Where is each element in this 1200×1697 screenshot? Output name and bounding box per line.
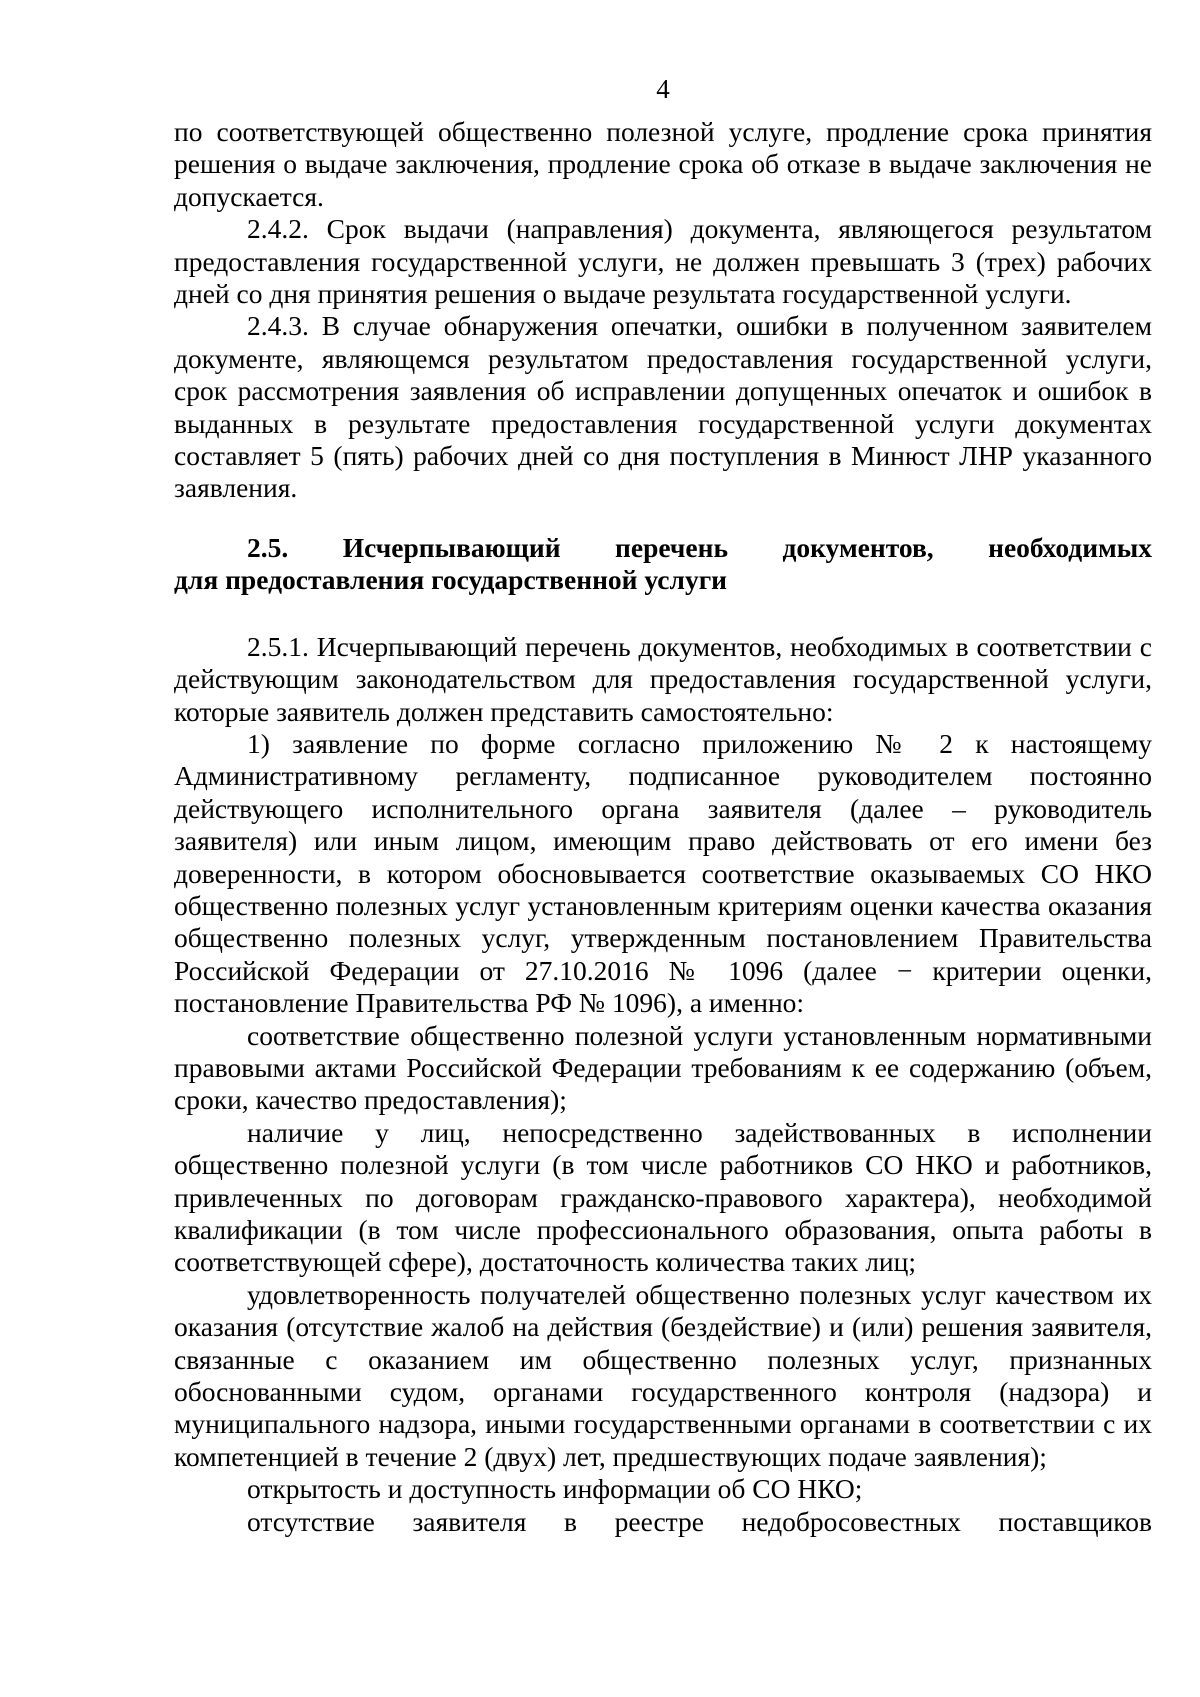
section-heading-line2: для предоставления государственной услуги — [174, 564, 728, 596]
paragraph-2-4-3: 2.4.3. В случае обнаружения опечатки, ошибки в полученном заявителем документе, являющемся результатом предоставления государственной услуги, срок рассмотрения заявления об исправлении допущенных опечаток и ошибок в выданных в результате предоставления государственной услуги документах составляет 5 (пять) рабочих дней со дня поступления в Минюст ЛНР указанного заявления. — [174, 310, 1152, 504]
paragraph-criterion-satisfaction: удовлетворенность получателей общественно полезных услуг качеством их оказания (отсутствие жалоб на действия (бездействие) и (или) решения заявителя, связанные с оказанием им общественно полезных услуг, признанных обоснованными судом, органами государственного контроля (надзора) и муниципального надзора, иными государственными органами в соответствии с их компетенцией в течение 2 (двух) лет, предшествующих подаче заявления); — [174, 1278, 1152, 1472]
paragraph-criterion-openness: открытость и доступность информации об СО НКО; — [247, 1473, 863, 1505]
paragraph-item-1: 1) заявление по форме согласно приложению № 2 к настоящему Административному регламенту, подписанное руководителем постоянно действующего исполнительного органа заявителя (далее – руководитель заявителя) или иным лицом, имеющим право действовать от его имени без доверенности, в котором обосновывается соответствие оказываемых СО НКО общественно полезных услуг установленным критериям оценки качества оказания общественно полезных услуг, утвержденным постановлением Правительства Российской Федерации от 27.10.2016 № 1096 (далее − критерии оценки, постановление Правительства РФ № 1096), а именно: — [174, 727, 1152, 1019]
page-number: 4 — [656, 74, 670, 104]
paragraph-criterion-qualification: наличие у лиц, непосредственно задействованных в исполнении общественно полезной услуги (в том числе работников СО НКО и работников, привлеченных по договорам гражданско-правового характера), необходимой квалификации (в том числе профессионального образования, опыта работы в соответствующей сфере), достаточность количества таких лиц; — [174, 1116, 1152, 1278]
section-heading-line1: 2.5. Исчерпывающий перечень документов, необходимых — [247, 531, 1152, 563]
paragraph-criterion-registry: отсутствие заявителя в реестре недобросовестных поставщиков — [247, 1505, 1152, 1537]
paragraph-criterion-compliance: соответствие общественно полезной услуги установленным нормативными правовыми актами Российской Федерации требованиям к ее содержанию (объем, сроки, качество предоставления); — [174, 1019, 1152, 1116]
paragraph-2-4-2: 2.4.2. Срок выдачи (направления) документа, являющегося результатом предоставления государственной услуги, не должен превышать 3 (трех) рабочих дней со дня принятия решения о выдаче результата государственной услуги. — [174, 213, 1152, 310]
section-heading-2-5 — [174, 532, 1152, 597]
document-body — [174, 116, 1152, 1538]
paragraph-continuation: по соответствующей общественно полезной услуге, продление срока принятия решения о выдаче заключения, продление срока об отказе в выдаче заключения не допускается. — [174, 116, 1152, 212]
paragraph-2-5-1: 2.5.1. Исчерпывающий перечень документов, необходимых в соответствии с действующим законодательством для предоставления государственной услуги, которые заявитель должен представить самостоятельно: — [174, 630, 1152, 727]
